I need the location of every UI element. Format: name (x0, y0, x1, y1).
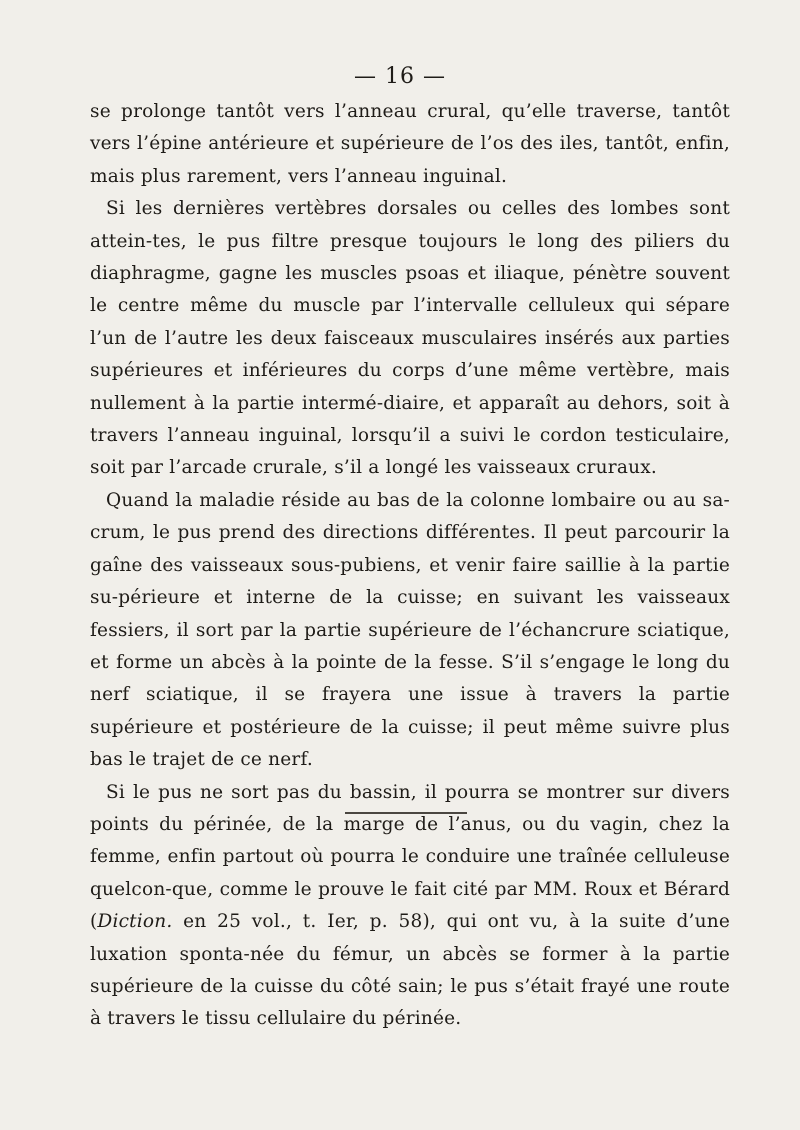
page-number: — 16 — (354, 64, 446, 89)
paragraph-4-text-after: en 25 vol., t. Ier, p. 58), qui ont vu, à la suite d’une luxation sponta-née du fémur, un abcès se former à la partie supérieure de la cuisse du côté sain; le pus s’était frayé une route à travers le tissu cellulaire du périnée. (90, 911, 730, 1030)
paragraph-3: Quand la maladie réside au bas de la colonne lombaire ou au sa-crum, le pus prend des directions différentes. Il peut parcourir la gaîne des vaisseaux sous-pubiens, et venir faire saillie à la partie su-périeure et interne de la cuisse; en suivant les vaisseaux fessiers, il sort par la partie supérieure de l’échancrure sciatique, et forme un abcès à la pointe de la fesse. S’il s’engage le long du nerf sciatique, il se frayera une issue à travers la partie supérieure et postérieure de la cuisse; il peut même suivre plus bas le trajet de ce nerf. (90, 489, 730, 771)
paragraph-4-italic: Diction. (97, 911, 173, 933)
body-text (90, 96, 730, 1036)
paragraph-1: se prolonge tantôt vers l’anneau crural, qu’elle traverse, tantôt vers l’épine antérieure et supérieure de l’os des iles, tantôt, enfin, mais plus rarement, vers l’anneau inguinal. (90, 101, 730, 187)
paragraph-4-text-before: Si le pus ne sort pas du bassin, il pourra se montrer sur divers points du périnée, de la marge de l’anus, ou du vagin, chez la femme, enfin partout où pourra le conduire une traînée celluleuse quelcon-que, comme le prouve le fait cité par MM. Roux et Bérard ( (90, 781, 730, 933)
section-divider (345, 812, 467, 814)
paragraph-4 (90, 777, 730, 1036)
paragraph-2: Si les dernières vertèbres dorsales ou celles des lombes sont attein-tes, le pus filtre presque toujours le long des piliers du diaphragme, gagne les muscles psoas et iliaque, pénètre souvent le centre même du muscle par l’intervalle celluleux qui sépare l’un de l’autre les deux faisceaux musculaires insérés aux parties supérieures et inférieures du corps d’une même vertèbre, mais nullement à la partie intermé-diaire, et apparaît au dehors, soit à travers l’anneau inguinal, lorsqu’il a suivi le cordon testiculaire, soit par l’arcade crurale, s’il a longé les vaisseaux cruraux. (90, 198, 730, 479)
